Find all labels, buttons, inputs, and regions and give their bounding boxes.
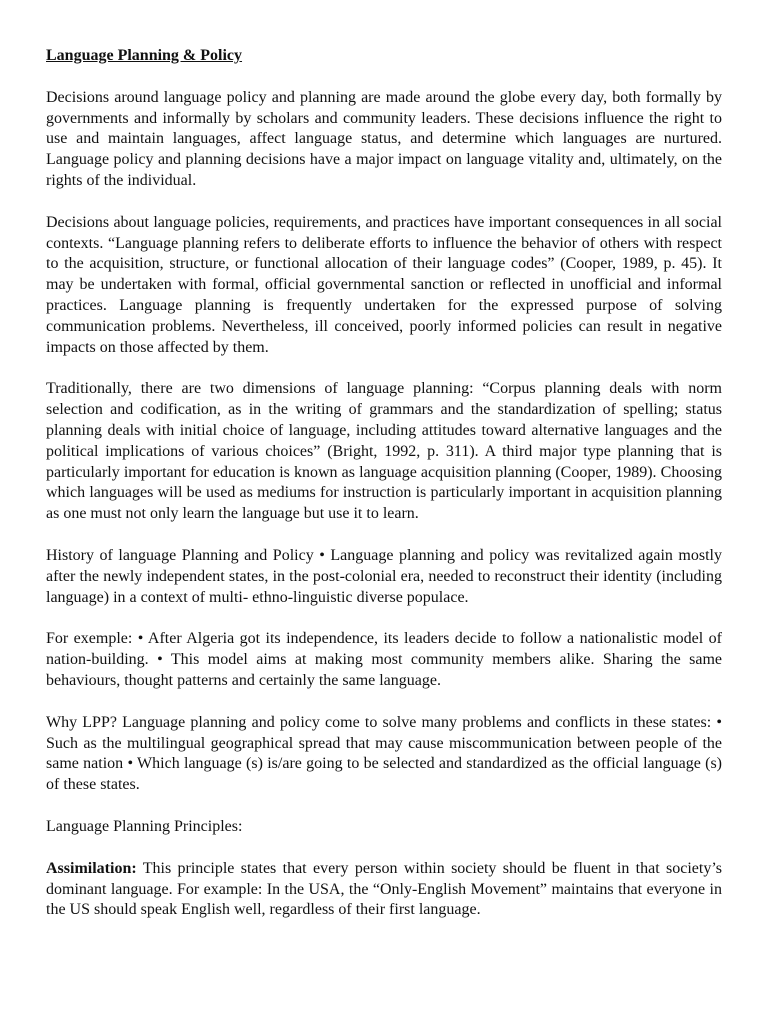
document-title: Language Planning & Policy bbox=[46, 47, 243, 64]
paragraph-principles-heading: Language Planning Principles: bbox=[46, 817, 243, 835]
paragraph-why-lpp: Why LPP? Language planning and policy come to solve many problems and conflicts in these states: • Such as the multilingual geographical spread that may cause miscommunication between people of the same nation • Which language (s) is/are going to be selected and standardized as the official language (s) of these states. bbox=[46, 713, 722, 794]
assimilation-term: Assimilation: bbox=[46, 859, 137, 877]
paragraph-example: For exemple: • After Algeria got its independence, its leaders decide to follow a nationalistic model of nation-building. • This model aims at making most community members alike. Sharing the same behaviours, thought patterns and certainly the same language. bbox=[46, 630, 722, 689]
assimilation-text: This principle states that every person within society should be fluent in that society’s dominant language. For example: In the USA, the “Only-English Movement” maintains that everyone in the US should speak English well, regardless of their first language. bbox=[46, 859, 722, 919]
paragraph-history: History of language Planning and Policy • Language planning and policy was revitalized again mostly after the newly independent states, in the post-colonial era, needed to reconstruct their identity (including language) in a context of multi- ethno-linguistic diverse populace. bbox=[46, 546, 722, 606]
paragraph-dimensions: Traditionally, there are two dimensions of language planning: “Corpus planning deals with norm selection and codification, as in the writing of grammars and the standardization of spelling; status planning deals with initial choice of language, including attitudes toward alternative languages and the political implications of various choices” (Bright, 1992, p. 311). A third major type planning that is particularly important for education is known as language acquisition planning (Cooper, 1989). Choosing which languages will be used as mediums for instruction is particularly important in acquisition planning as one must not only learn the language but use it to learn. bbox=[46, 380, 722, 523]
paragraph-assimilation bbox=[46, 859, 722, 921]
document-page bbox=[46, 46, 722, 942]
paragraph-consequences: Decisions about language policies, requirements, and practices have important consequences in all social contexts. “Language planning refers to deliberate efforts to influence the behavior of others with respect to the acquisition, structure, or functional allocation of their language codes” (Cooper, 1989, p. 45). It may be undertaken with formal, official governmental sanction or reflected in unofficial and informal practices. Language planning is frequently undertaken for the expressed purpose of solving communication problems. Nevertheless, ill conceived, poorly informed policies can result in negative impacts on those affected by them. bbox=[46, 213, 722, 356]
paragraph-intro: Decisions around language policy and planning are made around the globe every day, both formally by governments and informally by scholars and community leaders. These decisions influence the right to use and maintain languages, affect language status, and determine which languages are nurtured. Language policy and planning decisions have a major impact on language vitality and, ultimately, on the rights of the individual. bbox=[46, 88, 722, 189]
